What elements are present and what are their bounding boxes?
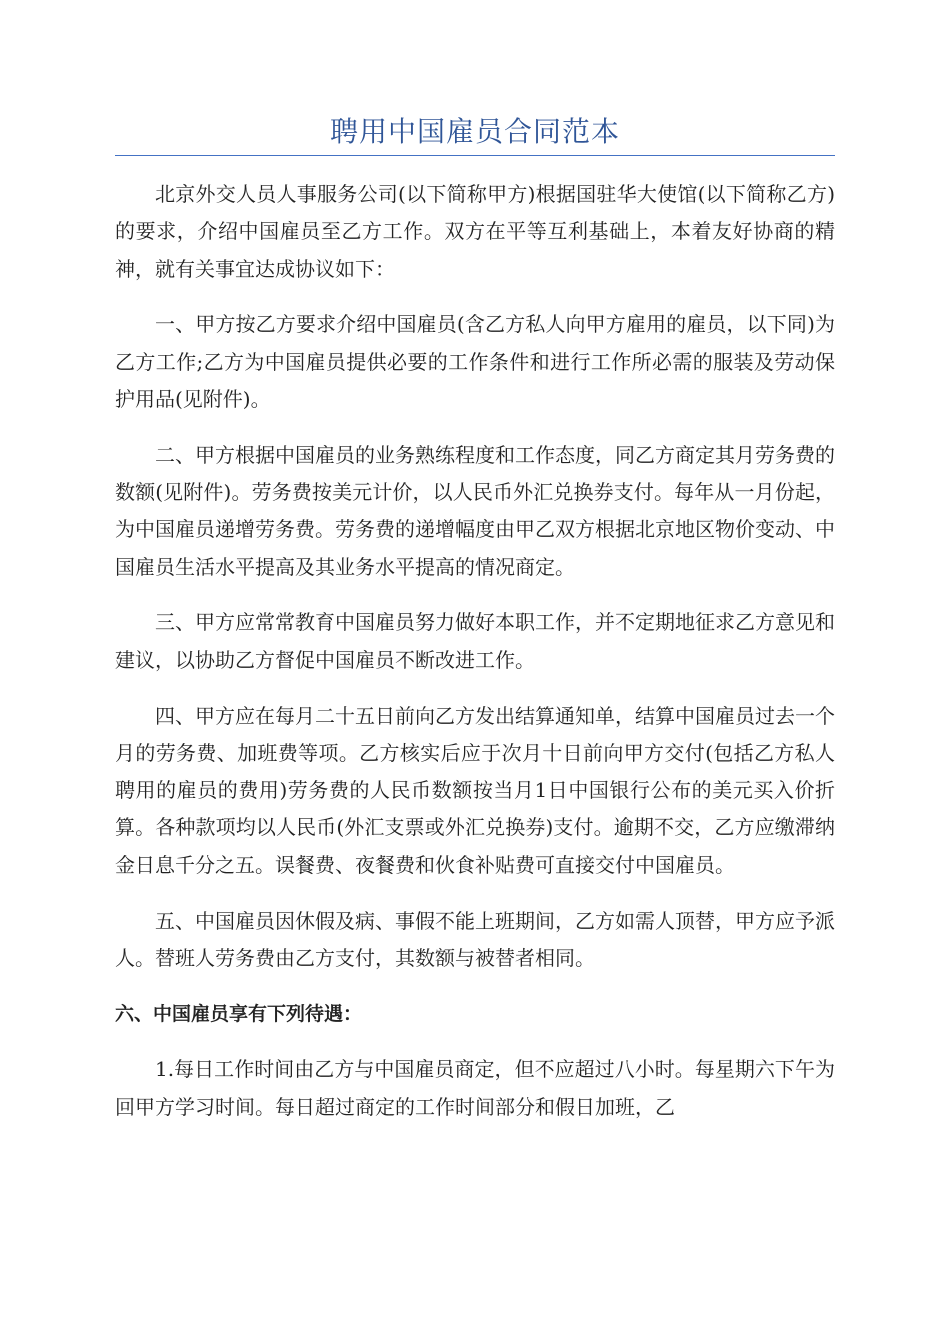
document-body	[115, 176, 835, 1145]
paragraph-clause-3: 三、甲方应常常教育中国雇员努力做好本职工作，并不定期地征求乙方意见和建议，以协助乙方督促中国雇员不断改进工作。	[115, 610, 835, 672]
paragraph-clause-1: 一、甲方按乙方要求介绍中国雇员(含乙方私人向甲方雇用的雇员，以下同)为乙方工作;乙方为中国雇员提供必要的工作条件和进行工作所必需的服装及劳动保护用品(见附件)。	[115, 312, 835, 411]
paragraph-clause-2: 二、甲方根据中国雇员的业务熟练程度和工作态度，同乙方商定其月劳务费的数额(见附件)。劳务费按美元计价，以人民币外汇兑换券支付。每年从一月份起，为中国雇员递增劳务费。劳务费的递增幅度由甲乙双方根据北京地区物价变动、中国雇员生活水平提高及其业务水平提高的情况商定。	[115, 442, 835, 579]
paragraph-clause-4: 四、甲方应在每月二十五日前向乙方发出结算通知单，结算中国雇员过去一个月的劳务费、加班费等项。乙方核实后应于次月十日前向甲方交付(包括乙方私人聘用的雇员的费用)劳务费的人民币数额按当月1日中国银行公布的美元买入价折算。各种款项均以人民币(外汇支票或外汇兑换券)支付。逾期不交，乙方应缴滞纳金日息千分之五。误餐费、夜餐费和伙食补贴费可直接交付中国雇员。	[115, 703, 835, 877]
document-title: 聘用中国雇员合同范本	[329, 115, 620, 148]
paragraph-clause-5: 五、中国雇员因休假及病、事假不能上班期间，乙方如需人顶替，甲方应予派人。替班人劳务费由乙方支付，其数额与被替者相同。	[115, 908, 835, 970]
title-underline	[115, 155, 835, 156]
paragraph-preamble: 北京外交人员人事服务公司(以下简称甲方)根据国驻华大使馆(以下简称乙方)的要求，介绍中国雇员至乙方工作。双方在平等互利基础上，本着友好协商的精神，就有关事宜达成协议如下：	[115, 182, 835, 281]
paragraph-benefit-1: 1.每日工作时间由乙方与中国雇员商定，但不应超过八小时。每星期六下午为回甲方学习时间。每日超过商定的工作时间部分和假日加班，乙	[115, 1057, 835, 1119]
section-heading-benefits: 六、中国雇员享有下列待遇：	[115, 1002, 363, 1025]
